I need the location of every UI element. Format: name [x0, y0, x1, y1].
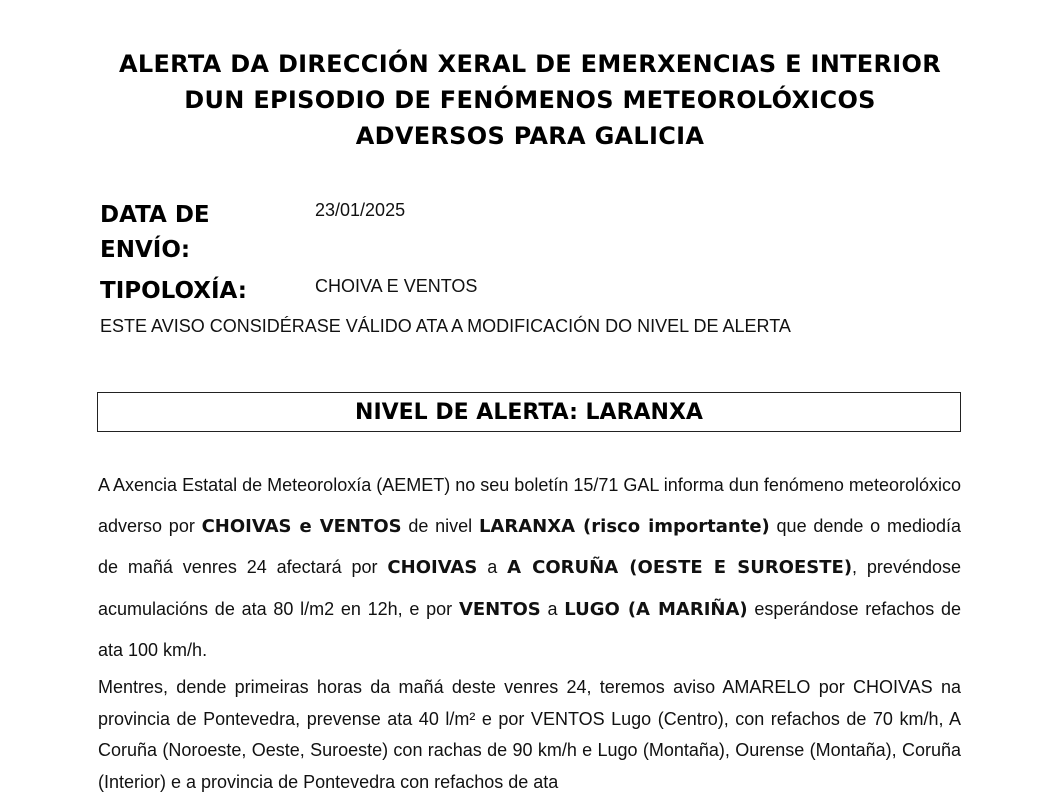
- title-line-1: ALERTA DA DIRECCIÓN XERAL DE EMERXENCIAS E INTERIOR: [119, 50, 941, 78]
- p1-text-5: , prevéndose acumulacións de ata 80 l/m2 en 12h, e por: [98, 557, 961, 619]
- date-value: 23/01/2025: [315, 200, 406, 220]
- date-label-line-1: DATA DE: [100, 202, 210, 228]
- paragraph-2: Mentres, dende primeiras horas da mañá deste venres 24, teremos aviso AMARELO por CHOIVAS na provincia de Pontevedra, prevense ata 40 l/m² e por VENTOS Lugo (Centro), con refachos de 70 km/h, A Coruña (Noroeste, Oeste, Suroeste) con rachas de 90 km/h e Lugo (Montaña), Ourense (Montaña), Coruña (Interior) e a provincia de Pontevedra con refachos de ata: [98, 677, 961, 792]
- alert-level-text: NIVEL DE ALERTA: LARANXA: [355, 400, 703, 425]
- p1-bold-phenomena: CHOIVAS e VENTOS: [201, 515, 402, 537]
- type-value: CHOIVA E VENTOS: [315, 276, 478, 296]
- p1-text-7: esperándose refachos de ata 100 km/h.: [98, 598, 962, 660]
- p1-bold-level: LARANXA (risco importante): [478, 515, 770, 537]
- document-title: [0, 46, 1060, 154]
- paragraph-1: [98, 465, 961, 671]
- p1-bold-coruna: A CORUÑA (OESTE E SUROESTE): [507, 557, 853, 578]
- p1-bold-lugo: LUGO (A MARIÑA): [564, 598, 748, 620]
- title-line-2: DUN EPISODIO DE FENÓMENOS METEOROLÓXICOS: [184, 86, 876, 114]
- type-label: TIPOLOXÍA:: [100, 278, 247, 304]
- p1-text-6: a: [540, 598, 565, 619]
- p1-bold-wind: VENTOS: [458, 598, 541, 620]
- title-line-3: ADVERSOS PARA GALICIA: [355, 122, 705, 150]
- p1-text-3: que dende o mediodía de mañá venres 24 afectará por: [98, 515, 962, 577]
- validity-notice: ESTE AVISO CONSIDÉRASE VÁLIDO ATA A MODIFICACIÓN DO NIVEL DE ALERTA: [100, 316, 791, 336]
- p1-bold-rain: CHOIVAS: [387, 557, 478, 578]
- p1-text-4: a: [477, 557, 508, 577]
- p1-text-2: de nivel: [401, 515, 479, 536]
- date-label-line-2: ENVÍO:: [100, 237, 191, 263]
- p1-text-1: A Axencia Estatal de Meteoroloxía (AEMET) no seu boletín 15/71 GAL informa dun fenómeno meteorolóxico adverso por: [98, 475, 961, 536]
- alert-level-box: [97, 392, 961, 432]
